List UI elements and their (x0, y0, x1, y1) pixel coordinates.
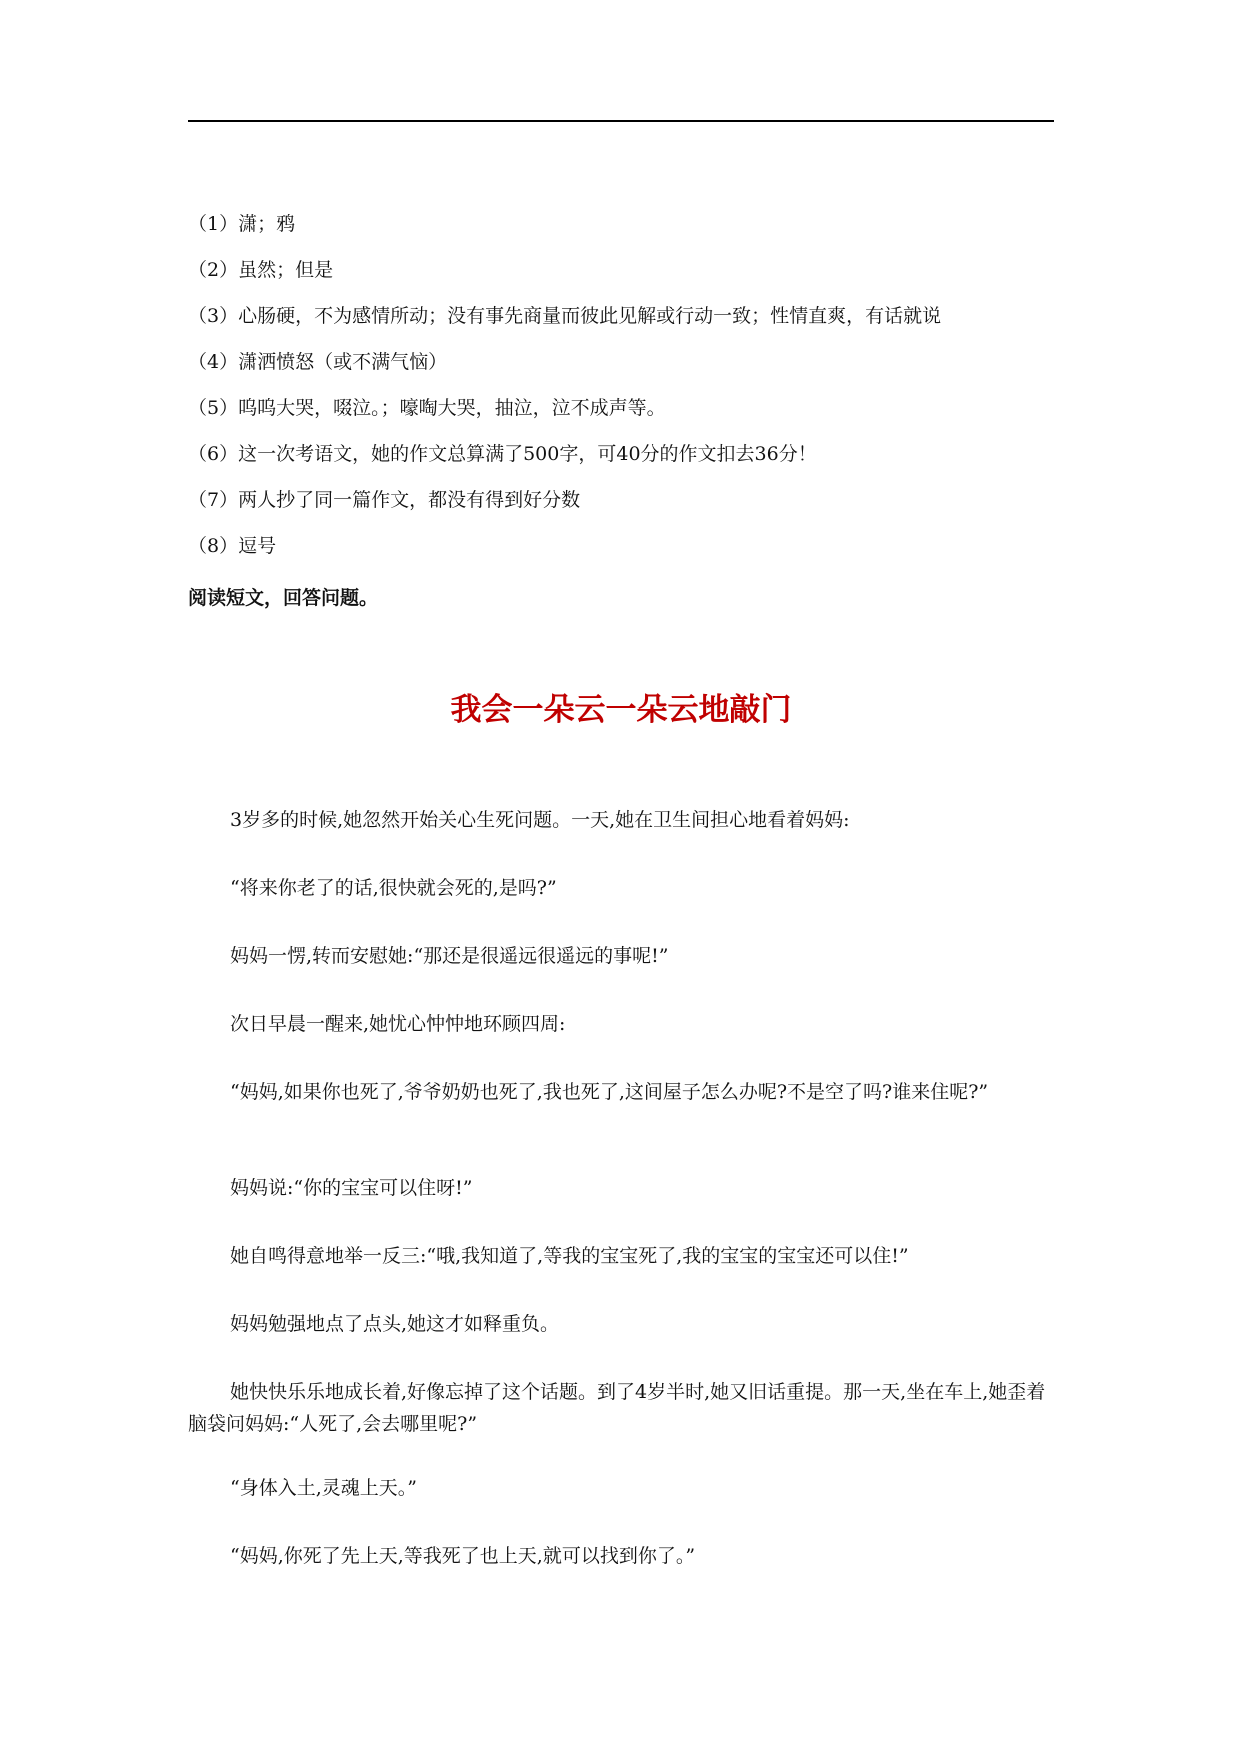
story-paragraph: 妈妈一愣,转而安慰她:“那还是很遥远很遥远的事呢!” (230, 945, 669, 967)
answer-item: （7）两人抄了同一篇作文，都没有得到好分数 (188, 489, 581, 511)
section-heading: 阅读短文，回答问题。 (188, 587, 379, 609)
answer-list (188, 210, 1058, 578)
story-paragraph: 她自鸣得意地举一反三:“哦,我知道了,等我的宝宝死了,我的宝宝的宝宝还可以住!” (230, 1245, 909, 1267)
story-paragraph: 她快快乐乐地成长着,好像忘掉了这个话题。到了4岁半时,她又旧话重提。那一天,坐在车上,她歪着脑袋问妈妈:“人死了,会去哪里呢?” (188, 1381, 1046, 1435)
story-paragraph: 3岁多的时候,她忽然开始关心生死问题。一天,她在卫生间担心地看着妈妈: (230, 809, 850, 831)
story-paragraph: 妈妈勉强地点了点头,她这才如释重负。 (230, 1313, 560, 1335)
answer-item: （6）这一次考语文，她的作文总算满了500字，可40分的作文扣去36分！ (188, 443, 817, 465)
story-paragraph: “身体入土,灵魂上天。” (230, 1477, 417, 1499)
answer-item: （5）呜呜大哭，啜泣。；嚎啕大哭，抽泣，泣不成声等。 (188, 397, 666, 419)
story-paragraph: “妈妈,如果你也死了,爷爷奶奶也死了,我也死了,这间屋子怎么办呢?不是空了吗?谁来住呢?” (230, 1081, 989, 1103)
story-title: 我会一朵云一朵云地敲门 (450, 692, 792, 728)
answer-item: （8）逗号 (188, 535, 277, 557)
answer-item: （4）潇洒愤怒（或不满气恼） (188, 351, 448, 373)
answer-item: （3）心肠硬，不为感情所动；没有事先商量而彼此见解或行动一致；性情直爽，有话就说 (188, 305, 942, 327)
story-paragraph: “将来你老了的话,很快就会死的,是吗?” (230, 877, 557, 899)
header-rule (188, 120, 1054, 122)
story-paragraph: 次日早晨一醒来,她忧心忡忡地环顾四周: (230, 1013, 566, 1035)
story-paragraph: 妈妈说:“你的宝宝可以住呀!” (230, 1177, 473, 1199)
answer-item: （1）潇；鸦 (188, 213, 296, 235)
answer-item: （2）虽然；但是 (188, 259, 334, 281)
story-paragraph: “妈妈,你死了先上天,等我死了也上天,就可以找到你了。” (230, 1545, 696, 1567)
